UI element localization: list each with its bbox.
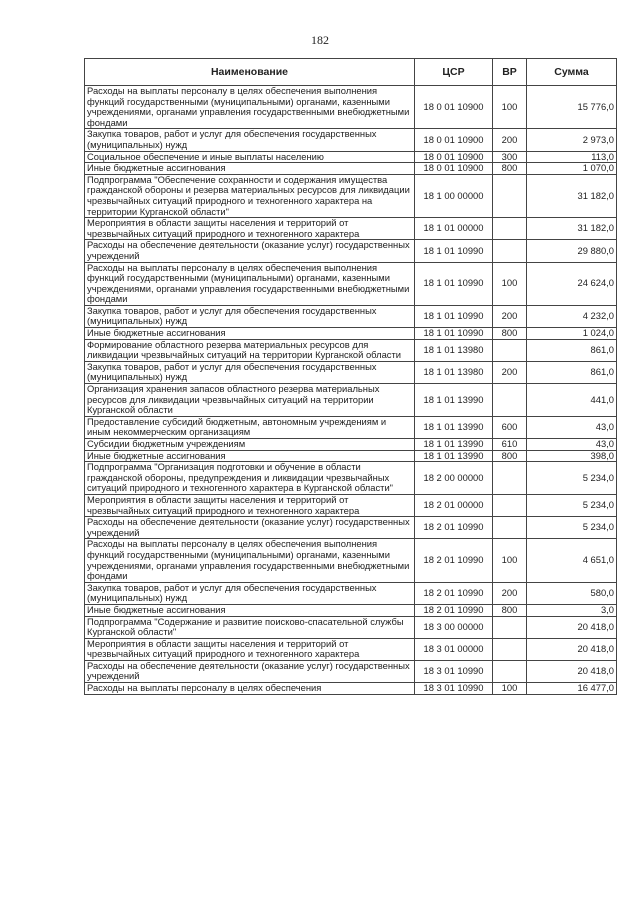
cell-csr: 18 3 00 00000 xyxy=(415,616,493,638)
cell-name: Формирование областного резерва материальных ресурсов для ликвидации чрезвычайных ситуаций на территории Курганской области xyxy=(85,339,415,361)
table-row xyxy=(85,361,617,383)
cell-name: Иные бюджетные ассигнования xyxy=(85,604,415,616)
table-row xyxy=(85,604,617,616)
header-sum: Сумма xyxy=(527,59,617,86)
cell-vr: 200 xyxy=(493,305,527,327)
cell-name: Закупка товаров, работ и услуг для обеспечения государственных (муниципальных) нужд xyxy=(85,305,415,327)
cell-vr: 300 xyxy=(493,151,527,163)
cell-sum: 1 024,0 xyxy=(527,328,617,340)
page-number: 182 xyxy=(311,33,329,47)
cell-csr: 18 1 01 10990 xyxy=(415,240,493,262)
cell-name: Организация хранения запасов областного резерва материальных ресурсов для ликвидации чрезвычайных ситуаций на территории Курганской области xyxy=(85,384,415,417)
cell-vr: 800 xyxy=(493,163,527,175)
cell-name: Закупка товаров, работ и услуг для обеспечения государственных (муниципальных) нужд xyxy=(85,582,415,604)
cell-csr: 18 2 01 10990 xyxy=(415,539,493,582)
cell-sum: 5 234,0 xyxy=(527,517,617,539)
cell-vr xyxy=(493,174,527,217)
cell-csr: 18 0 01 10900 xyxy=(415,163,493,175)
table-row xyxy=(85,240,617,262)
cell-vr: 200 xyxy=(493,582,527,604)
table-row xyxy=(85,616,617,638)
cell-vr: 610 xyxy=(493,439,527,451)
cell-name: Расходы на обеспечение деятельности (оказание услуг) государственных учреждений xyxy=(85,660,415,682)
table-row xyxy=(85,328,617,340)
header-name: Наименование xyxy=(85,59,415,86)
cell-csr: 18 1 01 10990 xyxy=(415,328,493,340)
cell-csr: 18 0 01 10900 xyxy=(415,129,493,151)
cell-csr: 18 0 01 10900 xyxy=(415,151,493,163)
table-row xyxy=(85,339,617,361)
cell-vr xyxy=(493,339,527,361)
table-row xyxy=(85,174,617,217)
cell-name: Подпрограмма "Организация подготовки и обучение в области гражданской обороны, предупреждения и ликвидации чрезвычайных ситуаций природного и техногенного характера в Курганской области" xyxy=(85,462,415,495)
cell-sum: 15 776,0 xyxy=(527,86,617,129)
cell-csr: 18 1 01 10990 xyxy=(415,305,493,327)
table-row xyxy=(85,86,617,129)
cell-sum: 861,0 xyxy=(527,339,617,361)
table-row xyxy=(85,262,617,305)
cell-vr: 100 xyxy=(493,86,527,129)
cell-vr xyxy=(493,240,527,262)
cell-vr: 100 xyxy=(493,683,527,695)
cell-vr: 200 xyxy=(493,129,527,151)
cell-csr: 18 2 01 00000 xyxy=(415,494,493,516)
cell-csr: 18 1 00 00000 xyxy=(415,174,493,217)
table-row xyxy=(85,450,617,462)
cell-sum: 861,0 xyxy=(527,361,617,383)
cell-vr: 600 xyxy=(493,416,527,438)
cell-name: Расходы на выплаты персоналу в целях обеспечения выполнения функций государственными (муниципальными) органами, казенными учреждениями, органами управления государственными внебюджетными фондами xyxy=(85,262,415,305)
cell-sum: 31 182,0 xyxy=(527,174,617,217)
cell-sum: 4 651,0 xyxy=(527,539,617,582)
cell-sum: 113,0 xyxy=(527,151,617,163)
cell-sum: 20 418,0 xyxy=(527,616,617,638)
cell-vr: 200 xyxy=(493,361,527,383)
table-row xyxy=(85,218,617,240)
cell-sum: 31 182,0 xyxy=(527,218,617,240)
cell-name: Подпрограмма "Обеспечение сохранности и содержания имущества гражданской обороны и резерва материальных ресурсов для ликвидации чрезвычайных ситуаций природного и техногенного характера на территории Курганской области" xyxy=(85,174,415,217)
cell-csr: 18 3 01 00000 xyxy=(415,638,493,660)
table-row xyxy=(85,439,617,451)
cell-sum: 20 418,0 xyxy=(527,660,617,682)
cell-csr: 18 1 01 13980 xyxy=(415,339,493,361)
cell-sum: 441,0 xyxy=(527,384,617,417)
cell-name: Расходы на обеспечение деятельности (оказание услуг) государственных учреждений xyxy=(85,517,415,539)
cell-vr: 800 xyxy=(493,604,527,616)
cell-name: Расходы на выплаты персоналу в целях обеспечения выполнения функций государственными (муниципальными) органами, казенными учреждениями, органами управления государственными внебюджетными фондами xyxy=(85,86,415,129)
cell-vr: 800 xyxy=(493,328,527,340)
cell-vr: 100 xyxy=(493,539,527,582)
cell-vr xyxy=(493,462,527,495)
cell-name: Расходы на выплаты персоналу в целях обеспечения xyxy=(85,683,415,695)
cell-sum: 16 477,0 xyxy=(527,683,617,695)
cell-sum: 580,0 xyxy=(527,582,617,604)
cell-csr: 18 0 01 10900 xyxy=(415,86,493,129)
cell-name: Расходы на выплаты персоналу в целях обеспечения выполнения функций государственными (муниципальными) органами, казенными учреждениями, органами управления государственными внебюджетными фондами xyxy=(85,539,415,582)
cell-sum: 20 418,0 xyxy=(527,638,617,660)
table-row xyxy=(85,582,617,604)
cell-sum: 2 973,0 xyxy=(527,129,617,151)
cell-csr: 18 1 01 13990 xyxy=(415,384,493,417)
cell-sum: 3,0 xyxy=(527,604,617,616)
cell-csr: 18 2 01 10990 xyxy=(415,582,493,604)
header-csr: ЦСР xyxy=(415,59,493,86)
cell-csr: 18 2 01 10990 xyxy=(415,604,493,616)
cell-name: Социальное обеспечение и иные выплаты населению xyxy=(85,151,415,163)
cell-csr: 18 2 00 00000 xyxy=(415,462,493,495)
table-row xyxy=(85,305,617,327)
table-row xyxy=(85,384,617,417)
cell-name: Подпрограмма "Содержание и развитие поисково-спасательной службы Курганской области" xyxy=(85,616,415,638)
cell-sum: 1 070,0 xyxy=(527,163,617,175)
cell-vr: 800 xyxy=(493,450,527,462)
cell-name: Иные бюджетные ассигнования xyxy=(85,163,415,175)
table-row xyxy=(85,494,617,516)
cell-name: Иные бюджетные ассигнования xyxy=(85,450,415,462)
table-body xyxy=(85,86,617,695)
header-vr: ВР xyxy=(493,59,527,86)
cell-csr: 18 1 01 00000 xyxy=(415,218,493,240)
cell-vr xyxy=(493,660,527,682)
cell-sum: 5 234,0 xyxy=(527,494,617,516)
table-row xyxy=(85,416,617,438)
table-row xyxy=(85,517,617,539)
cell-sum: 29 880,0 xyxy=(527,240,617,262)
cell-name: Расходы на обеспечение деятельности (оказание услуг) государственных учреждений xyxy=(85,240,415,262)
cell-sum: 43,0 xyxy=(527,416,617,438)
cell-name: Закупка товаров, работ и услуг для обеспечения государственных (муниципальных) нужд xyxy=(85,361,415,383)
cell-csr: 18 1 01 10990 xyxy=(415,262,493,305)
cell-csr: 18 3 01 10990 xyxy=(415,683,493,695)
table-row xyxy=(85,163,617,175)
cell-csr: 18 1 01 13990 xyxy=(415,450,493,462)
cell-csr: 18 2 01 10990 xyxy=(415,517,493,539)
table-row xyxy=(85,129,617,151)
table-row xyxy=(85,660,617,682)
cell-sum: 5 234,0 xyxy=(527,462,617,495)
cell-name: Мероприятия в области защиты населения и территорий от чрезвычайных ситуаций природного и техногенного характера xyxy=(85,218,415,240)
budget-table xyxy=(84,58,617,695)
cell-vr: 100 xyxy=(493,262,527,305)
cell-vr xyxy=(493,384,527,417)
cell-csr: 18 1 01 13980 xyxy=(415,361,493,383)
cell-vr xyxy=(493,638,527,660)
cell-name: Мероприятия в области защиты населения и территорий от чрезвычайных ситуаций природного и техногенного характера xyxy=(85,638,415,660)
table-row xyxy=(85,683,617,695)
cell-csr: 18 1 01 13990 xyxy=(415,439,493,451)
table-row xyxy=(85,151,617,163)
cell-sum: 398,0 xyxy=(527,450,617,462)
cell-csr: 18 3 01 10990 xyxy=(415,660,493,682)
table-row xyxy=(85,638,617,660)
cell-sum: 24 624,0 xyxy=(527,262,617,305)
cell-vr xyxy=(493,517,527,539)
cell-name: Иные бюджетные ассигнования xyxy=(85,328,415,340)
cell-sum: 43,0 xyxy=(527,439,617,451)
cell-vr xyxy=(493,494,527,516)
table-row xyxy=(85,539,617,582)
cell-csr: 18 1 01 13990 xyxy=(415,416,493,438)
cell-name: Мероприятия в области защиты населения и территорий от чрезвычайных ситуаций природного и техногенного характера xyxy=(85,494,415,516)
header-row xyxy=(85,59,617,86)
cell-name: Предоставление субсидий бюджетным, автономным учреждениям и иным некоммерческим организациям xyxy=(85,416,415,438)
cell-sum: 4 232,0 xyxy=(527,305,617,327)
table-row xyxy=(85,462,617,495)
cell-vr xyxy=(493,218,527,240)
cell-name: Закупка товаров, работ и услуг для обеспечения государственных (муниципальных) нужд xyxy=(85,129,415,151)
cell-name: Субсидии бюджетным учреждениям xyxy=(85,439,415,451)
cell-vr xyxy=(493,616,527,638)
